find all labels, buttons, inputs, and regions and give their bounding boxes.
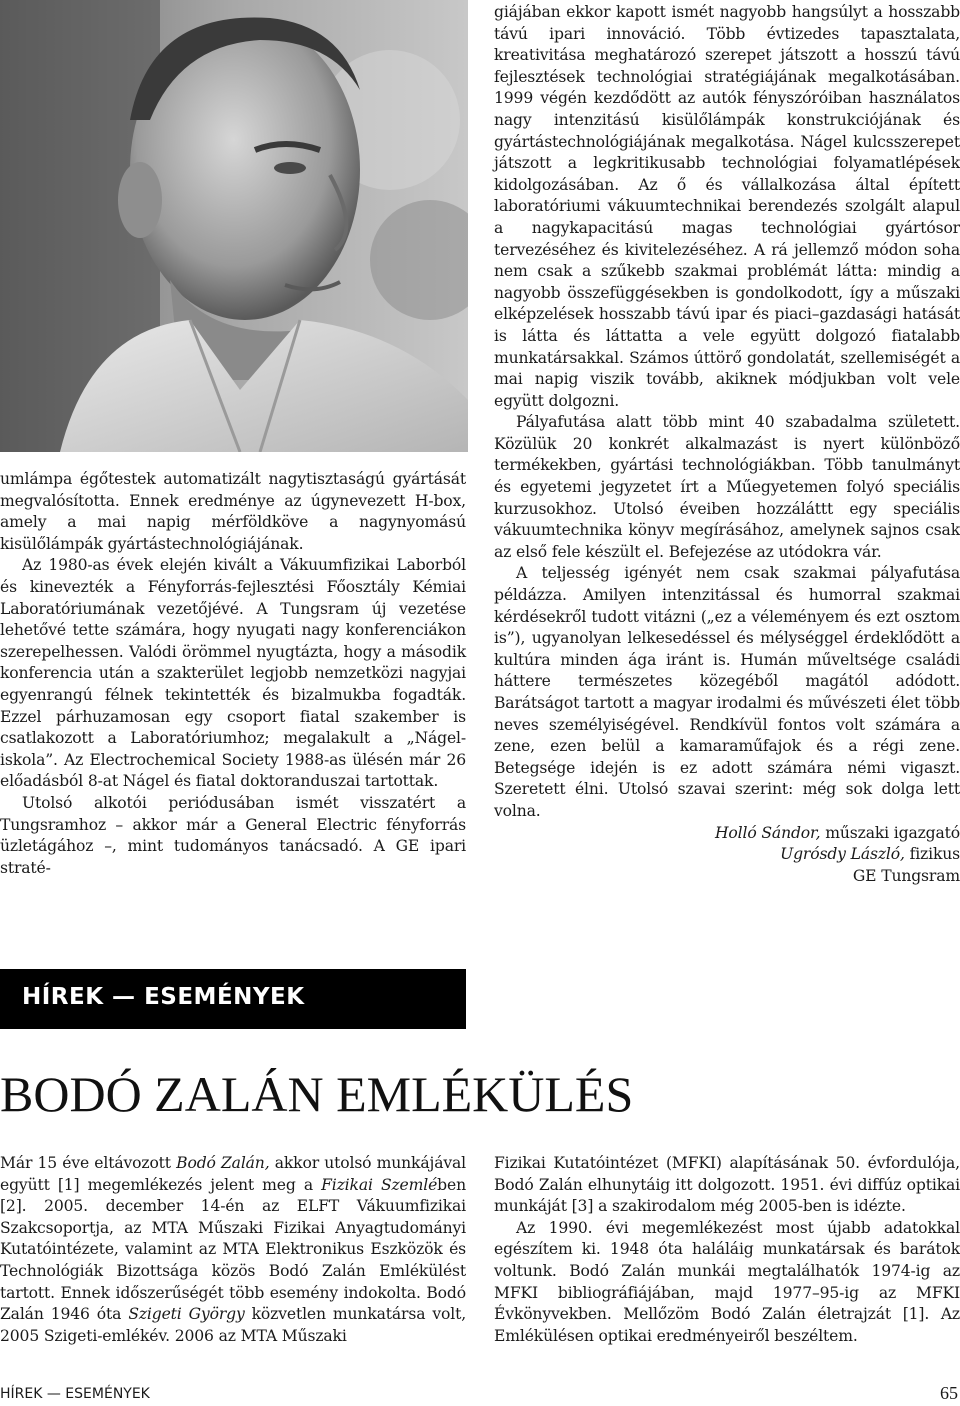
article-column-left	[0, 1153, 466, 1347]
article-headline: BODÓ ZALÁN EMLÉKÜLÉS	[0, 1066, 634, 1122]
signature-name: Holló Sándor,	[714, 823, 821, 842]
page-number: 65	[940, 1383, 958, 1403]
section-header-label: HÍREK — ESEMÉNYEK	[22, 984, 305, 1010]
signature-name: Ugrósdy László,	[780, 845, 905, 864]
paragraph: Utolsó alkotói periódusában ismét visszatért a Tungsramhoz – akkor már a General Electric fényforrás üzletágához –, mint tudományos tanácsadó. A GE ipari straté-	[0, 793, 466, 877]
text-run-italic: Bodó Zalán,	[176, 1154, 270, 1172]
signature-organization: GE Tungsram	[852, 866, 960, 885]
footer-section-label: HÍREK — ESEMÉNYEK	[0, 1386, 150, 1402]
paragraph: giájában ekkor kapott ismét nagyobb hangsúlyt a hosszabb távú ipari innováció. Több évtizedes tapasztalata, kreativitása meghatározó szerepet játszott a hosszú távú fejlesztések technológiai stratégiájának megalkotásában. 1999 végén kezdődött az autók fényszóróiban használatos nagy intenzitású kisülőlámpák konstrukciójának és gyártástechnológiájának megalkotása. Nágel kulcsszerepet játszott a legkritikusabb technológiai folyamatlépések kidolgozásában. Az ő és vállalkozása által épített laboratóriumi vákuumtechnikai berendezés szolgált alapul a nagykapacitású magas technológiai gyártósor tervezéséhez és kivitelezéséhez. A rá jellemző módon soha nem csak a szűkebb szakmai problémát látta: mindig a nagyobb összefüggésekben is gondolkodott, így a műszaki elképzelések hosszabb távú ipar és piaci–gazdasági hatását is látta és láttatta a vele együtt dolgozó fiatalabb munkatársakkal. Számos úttörő gondolatát, szellemiségét a mai napig viszik tovább, akiknek módjukban volt vele együtt dolgozni.	[494, 3, 960, 410]
article-column-right	[494, 1153, 960, 1347]
paragraph	[0, 1153, 466, 1347]
paragraph: A teljesség igényét nem csak szakmai pályafutása példázza. Amilyen intenzitással és humorral szakmai kérdésekről tudott vitázni („ez a véleményem és ezt osztom is”), ugyanolyan lelkesedéssel és mélységgel érdeklődött a kultúra minden ága iránt is. Humán műveltsége családi háttere természetes közegéből magától adódott. Barátságot tartott a magyar irodalmi és művészeti élet több neves személyiségével. Rendkívül fontos volt számára a zene, ezen belül a kamaraműfajok és a régi zene. Betegsége idején is ez adott számára némi vigaszt. Szeretett élni. Utolsó szavai szerint: még sok dolga lett volna.	[494, 564, 960, 820]
article-column-right	[494, 2, 960, 887]
signature-role: fizikus	[904, 845, 960, 864]
portrait-photo-icon	[0, 0, 468, 452]
paragraph: Pályafutása alatt több mint 40 szabadalma született. Közülük 20 konkrét alkalmazást is nyert különböző termékekben, gyártási technológiákban. Több tanulmányt és egyetemi jegyzetet írt a Műegyetemen folyó speciális kurzusokhoz. Utolsó éveiben hozzáláttt egy speciális vákuumtechnika könyv megírásához, amelynek sajnos csak az első fele készült el. Befejezése az utódokra vár.	[494, 413, 960, 561]
signature-line	[494, 844, 960, 866]
signature-line	[494, 823, 960, 845]
paragraph: Fizikai Kutatóintézet (MFKI) alapításának 50. évfordulója, Bodó Zalán elhunytáig itt dolgozott. 1951. évi diffúz optikai munkáját [3] a szakirodalom még 2005-ben is idézte.	[494, 1154, 960, 1216]
portrait-photo	[0, 0, 468, 452]
text-run-italic: Fizikai Szemlé	[321, 1175, 438, 1194]
signature-role: műszaki igazgató	[820, 823, 960, 842]
text-run-italic: Szigeti György	[128, 1305, 245, 1324]
text-run: közvetlen munkatársa volt, 2005 Szigeti-emlékév. 2006 az MTA Műszaki	[0, 1305, 467, 1345]
paragraph: umlámpa égőtestek automatizált nagytisztaságú gyártását megvalósította. Ennek eredménye az úgynevezett H-box, amely a mai napig mérföldköve a nagynyomású kisülőlámpák gyártástechnológiájának.	[0, 470, 466, 553]
text-run: ben [2]. 2005. december 14-én az ELFT Vákuumfizikai Szakcsoportja, az MTA Műszaki Fizikai Anyagtudományi Kutatóintézete, valamint az MTA Elektronikus Eszközök és Technológiák Bizottsága közös Bodó Zalán Emlékülést tartott. Ennek időszerűségét több esemény indokolta. Bodó Zalán 1946 óta	[0, 1175, 466, 1324]
text-run: Már 15 éve eltávozott	[0, 1154, 177, 1172]
section-header-bar	[0, 969, 466, 1029]
paragraph: Az 1990. évi megemlékezést most újabb adatokkal egészítem ki. 1948 óta haláláig munkatársak és barátok voltunk. Bodó Zalán munkái megtalálhatók 1974-ig az MFKI bibliográfiájában, majd 1977–95-ig az MFKI Évkönyvekben. Mellőzöm Bodó Zalán életrajzát [1]. Az Emlékülésen optikai eredményeiről beszéltem.	[494, 1218, 960, 1345]
text-run: akkor utolsó munkájával együtt [1] megemlékezés jelent meg a	[0, 1154, 466, 1194]
paragraph: Az 1980-as évek elején kivált a Vákuumfizikai Laborból és kinevezték a Fényforrás-fejlesztési Főosztály Kémiai Laboratóriumának vezetőjévé. A Tungsram új vezetése lehetővé tette számára, hogy nyugati nagy konferenciákon szerepelhessen. Valódi örömmel nyugtázta, hogy a második konferencia után a szakterület legjobb nemzetközi nagyjai egyenrangú félnek tekintették és bizalmukba fogadták. Ezzel párhuzamosan egy csoport fiatal szakember is csatlakozott a Laboratóriumhoz; megalakult a „Nágel-iskola”. Az Electrochemical Society 1988-as ülésén már 26 előadásból 8-at Nágel és fiatal doktoranduszai tartottak.	[0, 556, 466, 791]
article-column-left	[0, 469, 466, 879]
